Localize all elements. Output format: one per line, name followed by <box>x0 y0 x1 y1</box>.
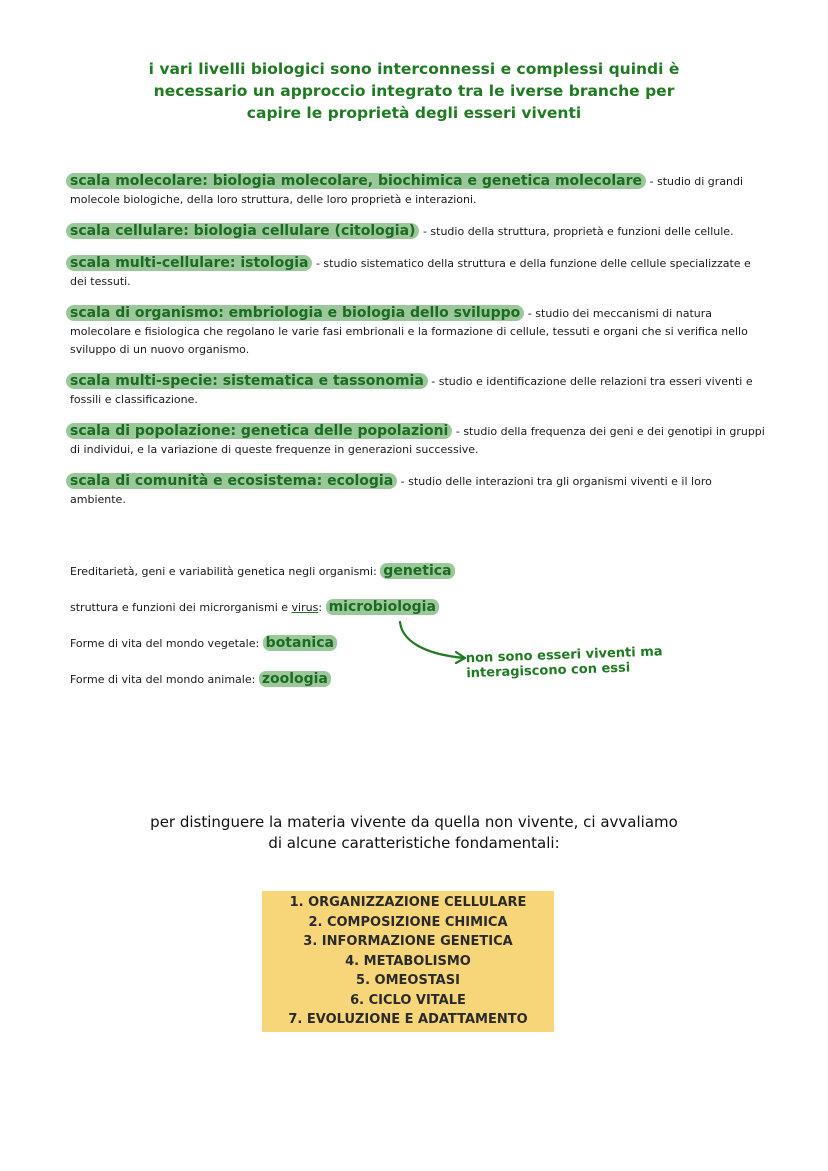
field-genetica-highlight: genetica <box>380 563 454 579</box>
field-micro-text: struttura e funzioni dei microrganismi e <box>70 601 292 614</box>
field-genetica-text: Ereditarietà, geni e variabilità genetica negli organismi: <box>70 565 377 578</box>
distinguish-paragraph <box>110 812 718 854</box>
list-item: 6. CICLO VITALE <box>350 992 466 1008</box>
list-item: 7. EVOLUZIONE E ADATTAMENTO <box>288 1012 528 1028</box>
scale-title: scala di comunità e ecosistema: ecologia <box>66 473 397 489</box>
scale-description: - studio della struttura, proprietà e funzioni delle cellule. <box>419 225 734 238</box>
list-item: 1. ORGANIZZAZIONE CELLULARE <box>289 895 527 911</box>
scale-molecular <box>70 172 770 209</box>
intro-paragraph <box>120 58 708 124</box>
field-zoologia <box>70 670 331 689</box>
field-zoologia-text: Forme di vita del mondo animale: <box>70 673 256 686</box>
scale-title: scala di popolazione: genetica delle popolazioni <box>66 423 452 439</box>
distinguish-line-1: per distinguere la materia vivente da quella non vivente, ci avvaliamo <box>150 813 678 831</box>
intro-line-1: i vari livelli biologici sono interconnessi e complessi quindi è <box>148 60 680 78</box>
characteristics-list <box>288 893 527 1030</box>
scale-title: scala di organismo: embriologia e biologia dello sviluppo <box>66 305 524 321</box>
scale-description: - studio di grandi molecole biologiche, della loro struttura, delle loro proprietà e interazioni. <box>70 175 744 206</box>
scales-list <box>70 172 770 522</box>
field-microbiologia <box>70 598 439 617</box>
note-line-2: interagiscono con essi <box>466 660 631 682</box>
scale-multicellular <box>70 254 770 291</box>
intro-line-3: capire le proprietà degli esseri viventi <box>246 104 582 122</box>
virus-underlined: virus <box>291 601 319 614</box>
scale-ecosystem <box>70 472 770 509</box>
scale-description: - studio e identificazione delle relazioni tra esseri viventi e fossili e classificazione. <box>70 375 753 406</box>
curved-arrow-icon <box>392 618 472 668</box>
scale-population <box>70 422 770 459</box>
scale-description: - studio sistematico della struttura e della funzione delle cellule specializzate e dei tessuti. <box>70 257 751 288</box>
virus-note <box>466 641 767 681</box>
field-botanica <box>70 634 337 653</box>
characteristics-box <box>262 891 554 1032</box>
list-item: 2. COMPOSIZIONE CHIMICA <box>308 914 508 930</box>
field-zoologia-highlight: zoologia <box>259 671 331 687</box>
scale-cellular <box>70 222 770 241</box>
scale-description: - studio dei meccanismi di natura molecolare e fisiologica che regolano le varie fasi embrionali e la formazione di cellule, tessuti e organi che si verifica nello sviluppo di un nuovo organismo. <box>70 307 748 356</box>
scale-description: - studio della frequenza dei geni e dei genotipi in gruppi di individui, e la variazione di queste frequenze in generazioni successive. <box>70 425 765 456</box>
scale-description: - studio delle interazioni tra gli organismi viventi e il loro ambiente. <box>70 475 712 506</box>
field-micro-highlight: microbiologia <box>326 599 439 615</box>
list-item: 5. OMEOSTASI <box>356 973 460 989</box>
scale-title: scala multi-cellulare: istologia <box>66 255 312 271</box>
field-botanica-text: Forme di vita del mondo vegetale: <box>70 637 260 650</box>
scale-title: scala molecolare: biologia molecolare, biochimica e genetica molecolare <box>66 173 646 189</box>
list-item: 4. METABOLISMO <box>345 953 471 969</box>
field-genetica <box>70 562 455 581</box>
distinguish-line-2: di alcune caratteristiche fondamentali: <box>268 834 560 852</box>
scale-title: scala cellulare: biologia cellulare (citologia) <box>66 223 419 239</box>
note-line-1: non sono esseri viventi ma <box>465 644 663 667</box>
scale-title: scala multi-specie: sistematica e tassonomia <box>66 373 428 389</box>
intro-line-2: necessario un approccio integrato tra le iverse branche per <box>153 82 675 100</box>
field-micro-colon: : <box>318 601 323 614</box>
list-item: 3. INFORMAZIONE GENETICA <box>303 934 513 950</box>
field-botanica-highlight: botanica <box>263 635 337 651</box>
scale-organism <box>70 304 770 359</box>
scale-multispecies <box>70 372 770 409</box>
